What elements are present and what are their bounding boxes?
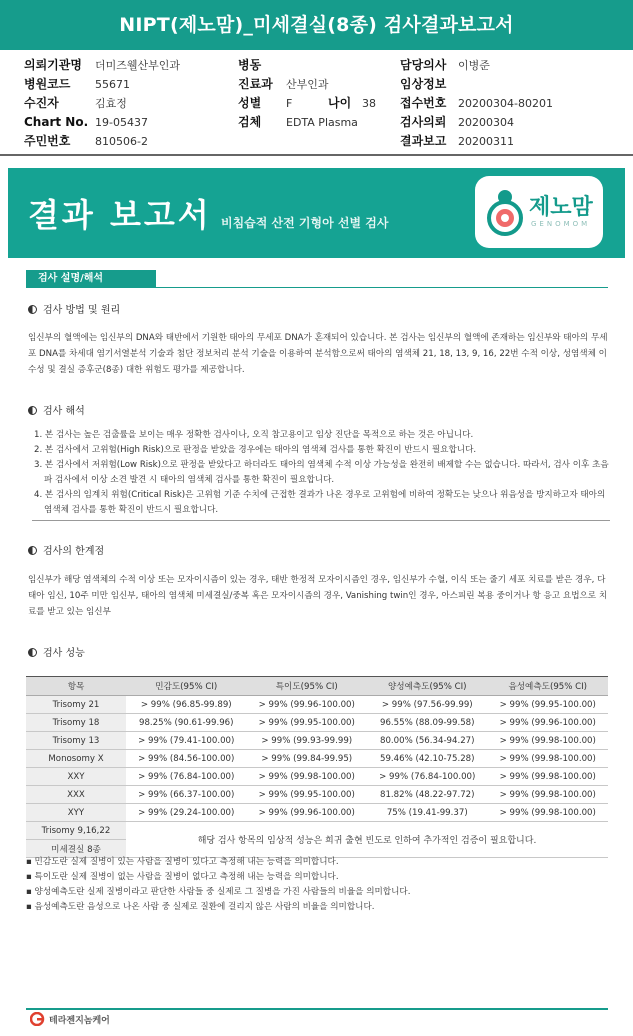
table-row — [26, 696, 608, 714]
info-row — [0, 132, 633, 151]
table-header-row — [26, 677, 608, 696]
info-label: 나이 — [328, 96, 352, 110]
company-logo-icon — [30, 1012, 46, 1026]
info-label: 병동 — [238, 58, 262, 72]
column-header: 민감도(95% CI) — [126, 677, 247, 696]
column-header: 항목 — [26, 677, 126, 696]
info-value: 더미즈웰산부인과 — [95, 59, 181, 72]
table-row — [26, 750, 608, 768]
info-label: 성별 — [238, 96, 262, 110]
info-value: 산부인과 — [286, 78, 329, 91]
table-cell: > 99% (99.96-100.00) — [488, 714, 609, 732]
half-circle-icon — [28, 406, 37, 415]
table-row — [26, 732, 608, 750]
banner-title: 결과 보고서 — [28, 196, 212, 234]
table-cell: 미세결실 8종 — [26, 840, 126, 858]
table-cell: 96.55% (88.09-99.58) — [367, 714, 488, 732]
table-cell: > 99% (29.24-100.00) — [126, 804, 247, 822]
info-label: 임상정보 — [400, 77, 447, 91]
table-cell: Trisomy 21 — [26, 696, 126, 714]
table-cell: > 99% (66.37-100.00) — [126, 786, 247, 804]
info-row — [0, 56, 633, 75]
note-item: ▪ 양성예측도란 실제 질병이라고 판단한 사람들 중 실제로 그 질병을 가진 사람들의 비율을 의미합니다. — [26, 887, 411, 897]
interpretation-list — [32, 428, 610, 521]
limits-text: 임신부가 해당 염색체의 수적 이상 또는 모자이시즘이 있는 경우, 태반 한정적 모자이시즘인 경우, 임신부가 수혈, 이식 또는 줄기 세포 치료를 받은 경우, 다태아 임신, 10주 미만 임신부, 태아의 염색체 미세결실/중복 혹은 모자이시즘의 경우, Vanishing twin인 경우, 아스피린 복용 중이거나 항 응고 요법으로 치료를 받고 있는 임신부 — [28, 575, 608, 617]
table-cell: > 99% (99.98-100.00) — [488, 732, 609, 750]
table-cell: Monosomy X — [26, 750, 126, 768]
info-label: 병원코드 — [24, 77, 71, 91]
table-cell: XYY — [26, 804, 126, 822]
section-tab: 검사 설명/해석 — [26, 270, 156, 287]
table-cell: > 99% (79.41-100.00) — [126, 732, 247, 750]
limits-heading-text: 검사의 한계점 — [43, 546, 105, 557]
table-row — [26, 768, 608, 786]
footer-divider — [26, 1008, 608, 1010]
logo-text: 제노맘 — [529, 195, 593, 220]
info-label: 담당의사 — [400, 58, 447, 72]
table-cell: Trisomy 18 — [26, 714, 126, 732]
table-cell: Trisomy 9,16,22 — [26, 822, 126, 840]
list-item: 4. 본 검사의 임계치 위험(Critical Risk)은 고위험 기준 수치에 근접한 결과가 나온 경우로 고위험에 비하여 정확도는 낮으나 위음성을 방지하고자 태아의 염색체 검사를 통한 확진이 반드시 필요합니다. — [34, 490, 606, 515]
info-row — [0, 75, 633, 94]
info-value: 이병준 — [458, 59, 490, 72]
table-cell: > 99% (76.84-100.00) — [126, 768, 247, 786]
info-value: 38 — [362, 97, 376, 110]
performance-table — [26, 676, 608, 858]
section-divider — [26, 287, 608, 288]
note-item: ▪ 민감도란 실제 질병이 있는 사람을 질병이 있다고 측정해 내는 능력을 의미합니다. — [26, 857, 339, 867]
half-circle-icon — [28, 546, 37, 555]
info-label: 의뢰기관명 — [24, 58, 82, 72]
info-row — [0, 94, 633, 113]
list-item: 3. 본 검사에서 저위험(Low Risk)으로 판정을 받았다고 하더라도 태아의 염색체 수적 이상 가능성을 완전히 배제할 수는 없습니다. 따라서, 검사 이후 초음파 검사에서 이상 소견 발견 시 태아의 염색체 검사를 통한 확진이 필요합니다. — [34, 460, 609, 485]
info-value: EDTA Plasma — [286, 116, 358, 129]
interpretation-heading-text: 검사 해석 — [43, 406, 85, 417]
info-row — [0, 113, 633, 132]
list-item: 2. 본 검사에서 고위험(High Risk)으로 판정을 받았을 경우에는 태아의 염색체 검사를 통한 확진이 반드시 필요합니다. — [34, 445, 477, 455]
interpretation-heading — [28, 405, 85, 419]
column-header: 특이도(95% CI) — [247, 677, 368, 696]
info-value: 20200304-80201 — [458, 97, 553, 110]
info-label: 주민번호 — [24, 134, 71, 148]
info-label: Chart No. — [24, 115, 89, 129]
method-heading — [28, 304, 120, 318]
method-heading-text: 검사 방법 및 원리 — [43, 305, 121, 316]
table-cell: 80.00% (56.34-94.27) — [367, 732, 488, 750]
info-value: 김효정 — [95, 97, 127, 110]
table-row — [26, 804, 608, 822]
info-value: 19-05437 — [95, 116, 148, 129]
method-text: 임신부의 혈액에는 임신부의 DNA와 태반에서 기원한 태아의 무세포 DNA가 혼재되어 있습니다. 본 검사는 임신부의 혈액에 존재하는 임신부와 태아의 무세포 DNA를 차세대 염기서열분석 기술과 첨단 정보처리 분석 기술을 이용하여 분석함으로써 태아의 염색체 21, 18, 13, 9, 16, 22번 수적 이상, 성염색체 이수성 및 결실 증후군(8종) 대한 위험도 평가를 제공합니다. — [28, 333, 608, 375]
table-cell: > 99% (99.96-100.00) — [247, 804, 368, 822]
table-cell: > 99% (99.95-100.00) — [247, 786, 368, 804]
column-header: 음성예측도(95% CI) — [488, 677, 609, 696]
table-cell: > 99% (99.84-99.95) — [247, 750, 368, 768]
table-cell: > 99% (99.93-99.99) — [247, 732, 368, 750]
info-value: 810506-2 — [95, 135, 148, 148]
table-cell: > 99% (99.98-100.00) — [488, 786, 609, 804]
limits-heading — [28, 545, 104, 559]
genomom-logo-icon — [483, 187, 527, 237]
company-logo — [30, 1012, 110, 1030]
table-cell: > 99% (99.98-100.00) — [488, 804, 609, 822]
report-title: NIPT(제노맘)_미세결실(8종) 검사결과보고서 — [0, 0, 633, 50]
info-label: 진료과 — [238, 77, 273, 91]
table-cell: Trisomy 13 — [26, 732, 126, 750]
banner-subtitle: 비침습적 산전 기형아 선별 검사 — [221, 216, 389, 230]
info-value: 20200304 — [458, 116, 514, 129]
info-value: F — [286, 97, 293, 110]
column-header: 양성예측도(95% CI) — [367, 677, 488, 696]
table-cell: > 99% (99.98-100.00) — [488, 750, 609, 768]
table-cell: > 99% (76.84-100.00) — [367, 768, 488, 786]
info-value: 20200311 — [458, 135, 514, 148]
table-cell: > 99% (99.95-100.00) — [488, 696, 609, 714]
table-cell: XXX — [26, 786, 126, 804]
note-item: ▪ 음성예측도란 음성으로 나온 사람 중 실제로 질환에 걸리지 않은 사람의 비율을 의미합니다. — [26, 902, 375, 912]
info-label: 검사의뢰 — [400, 115, 447, 129]
company-name: 테라젠지놈케어 — [49, 1016, 110, 1026]
info-label: 결과보고 — [400, 134, 447, 148]
table-cell: > 99% (99.98-100.00) — [247, 768, 368, 786]
table-row — [26, 786, 608, 804]
logo-subtext: GENOMOM — [531, 220, 591, 228]
table-cell: 81.82% (48.22-97.72) — [367, 786, 488, 804]
table-row — [26, 822, 608, 840]
note-item: ▪ 특이도란 실제 질병이 없는 사람을 질병이 없다고 측정해 내는 능력을 의미합니다. — [26, 872, 339, 882]
table-row — [26, 714, 608, 732]
patient-info — [0, 52, 633, 156]
table-cell: > 99% (99.96-100.00) — [247, 696, 368, 714]
genomom-logo — [475, 176, 603, 248]
info-label: 수진자 — [24, 96, 59, 110]
performance-heading-text: 검사 성능 — [43, 648, 85, 659]
table-cell: 75% (19.41-99.37) — [367, 804, 488, 822]
table-cell: 59.46% (42.10-75.28) — [367, 750, 488, 768]
table-cell: XXY — [26, 768, 126, 786]
half-circle-icon — [28, 305, 37, 314]
table-cell: > 99% (96.85-99.89) — [126, 696, 247, 714]
info-label: 접수번호 — [400, 96, 447, 110]
table-cell: > 99% (99.95-100.00) — [247, 714, 368, 732]
table-note-cell: 해당 검사 항목의 임상적 성능은 희귀 출현 빈도로 인하여 추가적인 검증이 필요합니다. — [126, 822, 608, 858]
table-cell: 98.25% (90.61-99.96) — [126, 714, 247, 732]
table-cell: > 99% (97.56-99.99) — [367, 696, 488, 714]
list-item: 1. 본 검사는 높은 검출률을 보이는 매우 정확한 검사이나, 오직 참고용이고 임상 진단을 목적으로 하는 것은 아닙니다. — [34, 430, 474, 440]
table-cell: > 99% (84.56-100.00) — [126, 750, 247, 768]
result-banner — [8, 168, 625, 258]
performance-heading — [28, 647, 85, 661]
definition-notes — [26, 855, 608, 915]
info-label: 검체 — [238, 115, 262, 129]
table-cell: > 99% (99.98-100.00) — [488, 768, 609, 786]
half-circle-icon — [28, 648, 37, 657]
info-value: 55671 — [95, 78, 130, 91]
